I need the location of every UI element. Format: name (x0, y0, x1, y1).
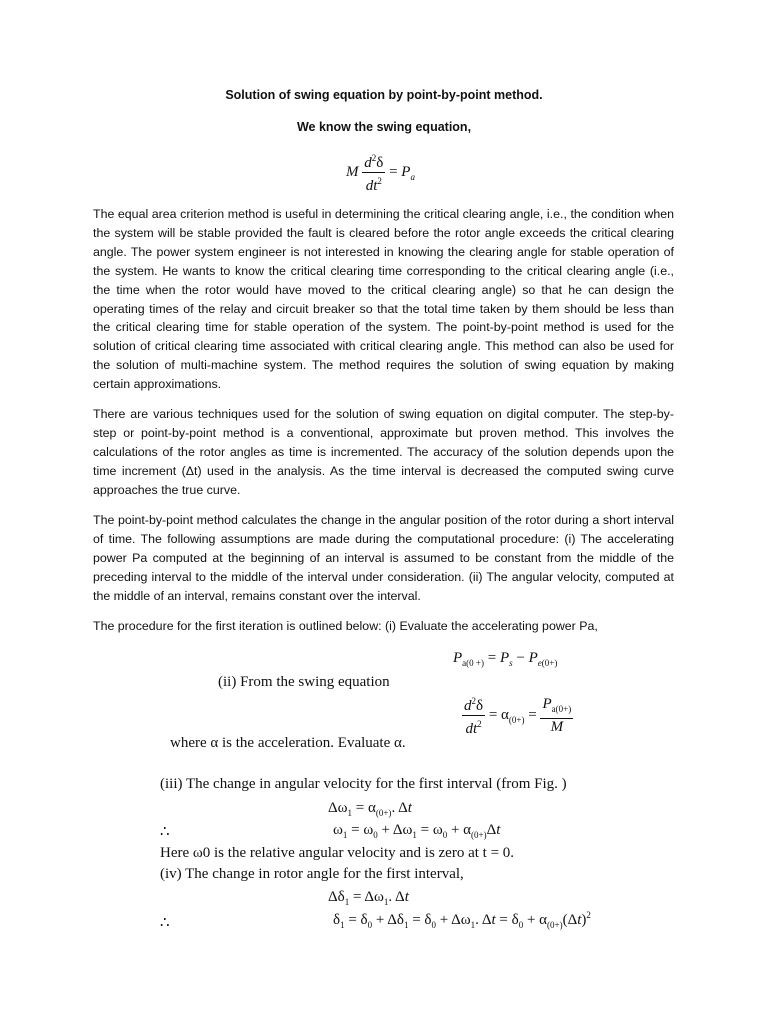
step-2b-text: where α is the acceleration. Evaluate α. (170, 735, 406, 751)
here-note: Here ω0 is the relative angular velocity and is zero at t = 0. (160, 845, 515, 861)
delta-delta-equation: $\Delta\delta_1 = \Delta\omega_1$. Δt (328, 889, 409, 907)
therefore-symbol-2: ∴ (160, 915, 170, 931)
accelerating-power-equation: $P_{a(0 +)} = P_s - P_{e(0+)}$ (453, 650, 558, 668)
swing-equation: M $\frac{d^2\delta}{dt^2}$ = $P_a$ (346, 150, 415, 195)
therefore-symbol-1: ∴ (160, 824, 170, 840)
delta-omega-equation: $\Delta\omega_1 = \alpha_{(0+)}$. Δt (328, 800, 412, 818)
delta-equation: $\delta_1 = \delta_0 + \Delta\delta_1 = \delta_0 + \Delta\omega_1$. $\Delta t = \delta_0 + \alpha_{(0+)}(\Delta t)^2$ (333, 910, 591, 930)
intro-line: We know the swing equation, (296, 120, 472, 134)
omega-equation: $\omega_1 = \omega_0 + \Delta\omega_1 = \omega_0 + \alpha_{(0+)}\Delta t$ (333, 822, 501, 840)
paragraph-4: The procedure for the first iteration is outlined below: (i) Evaluate the accelerating power Pa, (93, 619, 598, 633)
step-2-text: (ii) From the swing equation (218, 674, 390, 690)
paragraph-1: The equal area criterion method is useful in determining the critical clearing angle, i.e., the condition when the system will be stable provided the fault is cleared before the rotor angle exceeds the critical clearing angle. The power system engineer is not interested in knowing the clearing angle for stable operation of the system. He wants to know the critical clearing time corresponding to the critical clearing angle (i.e., the time when the rotor would have moved to the critical clearing angle) so that he can design the operating times of the relay and circuit breaker so that the total time taken by them should be less than the critical clearing time for stable operation of the system. The point-by-point method is used for the solution of critical clearing time associated with critical clearing angle. This method can also be used for the solution of multi-machine system. The method requires the solution of swing equation by making certain approximations. (93, 207, 674, 392)
paragraph-3: The point-by-point method calculates the change in the angular position of the rotor during a short interval of time. The following assumptions are made during the computational procedure: (i) The accelerating power Pa computed at the beginning of an interval is assumed to be constant from the middle of the preceding interval to the middle of the interval under consideration. (ii) The angular velocity, computed at the middle of an interval, remains constant over the interval. (93, 513, 674, 603)
document-heading: Solution of swing equation by point-by-point method. (225, 88, 543, 102)
step-4-text: (iv) The change in rotor angle for the first interval, (160, 866, 464, 882)
acceleration-equation: $\frac{d^2\delta}{dt^2}$ = $\alpha_{(0+)}$ = $\frac{P_{a(0+)}}{M}$ (462, 693, 573, 738)
step-3-text: (iii) The change in angular velocity for the first interval (from Fig. ) (160, 776, 567, 792)
paragraph-2: There are various techniques used for the solution of swing equation on digital computer. The step-by-step or point-by-point method is a conventional, approximate but proven method. This involves the calculations of the rotor angles as time is incremented. The accuracy of the solution depends upon the time increment (Δt) used in the analysis. As the time interval is decreased the computed swing curve approaches the true curve. (93, 407, 674, 497)
